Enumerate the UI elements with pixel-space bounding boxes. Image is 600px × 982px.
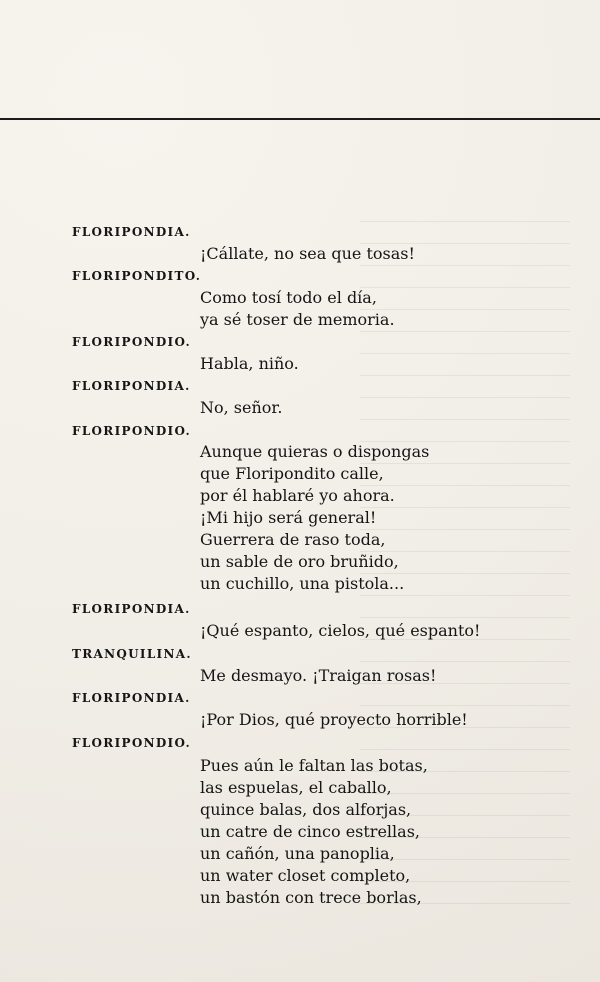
dialogue-line: ¡Mi hijo será general! — [200, 508, 377, 527]
speaker-label: FLORIPONDIA. — [72, 225, 191, 239]
dialogue-block — [200, 441, 590, 595]
dialogue-block — [200, 397, 590, 419]
dialogue-line: ¡Por Dios, qué proyecto horrible! — [200, 710, 468, 729]
dialogue-line: un water closet completo, — [200, 866, 411, 885]
dialogue-line: un sable de oro bruñido, — [200, 552, 399, 571]
dialogue-block — [200, 709, 590, 731]
dialogue-block — [200, 620, 590, 642]
dialogue-line: un bastón con trece borlas, — [200, 888, 422, 907]
dialogue-line: Habla, niño. — [200, 354, 299, 373]
speaker-label: FLORIPONDIO. — [72, 736, 191, 750]
speaker-label: FLORIPONDIO. — [72, 424, 191, 438]
dialogue-line: Guerrera de raso toda, — [200, 530, 386, 549]
dialogue-line: No, señor. — [200, 398, 283, 417]
dialogue-line: por él hablaré yo ahora. — [200, 486, 395, 505]
dialogue-block — [200, 243, 590, 265]
speaker-label: FLORIPONDIA. — [72, 379, 191, 393]
dialogue-line: ¡Qué espanto, cielos, qué espanto! — [200, 621, 481, 640]
dialogue-line: quince balas, dos alforjas, — [200, 800, 412, 819]
dialogue-block — [200, 287, 590, 331]
speaker-label: FLORIPONDIO. — [72, 335, 191, 349]
dialogue-block — [200, 353, 590, 375]
dialogue-block — [200, 755, 590, 909]
dialogue-line: ya sé toser de memoria. — [200, 310, 395, 329]
speaker-label: TRANQUILINA. — [72, 647, 192, 661]
dialogue-line: un catre de cinco estrellas, — [200, 822, 420, 841]
speaker-label: FLORIPONDIA. — [72, 691, 191, 705]
dialogue-line: que Floripondito calle, — [200, 464, 384, 483]
dialogue-block — [200, 665, 590, 687]
dialogue-line: un cañón, una panoplia, — [200, 844, 395, 863]
dialogue-line: las espuelas, el caballo, — [200, 778, 392, 797]
dialogue-line: Aunque quieras o dispongas — [200, 442, 430, 461]
dialogue-line: ¡Cállate, no sea que tosas! — [200, 244, 415, 263]
speaker-label: FLORIPONDIA. — [72, 602, 191, 616]
dialogue-line: un cuchillo, una pistola... — [200, 574, 405, 593]
dialogue-line: Como tosí todo el día, — [200, 288, 377, 307]
dialogue-line: Me desmayo. ¡Traigan rosas! — [200, 666, 437, 685]
header-rule — [0, 118, 600, 120]
speaker-label: FLORIPONDITO. — [72, 269, 202, 283]
dialogue-line: Pues aún le faltan las botas, — [200, 756, 428, 775]
